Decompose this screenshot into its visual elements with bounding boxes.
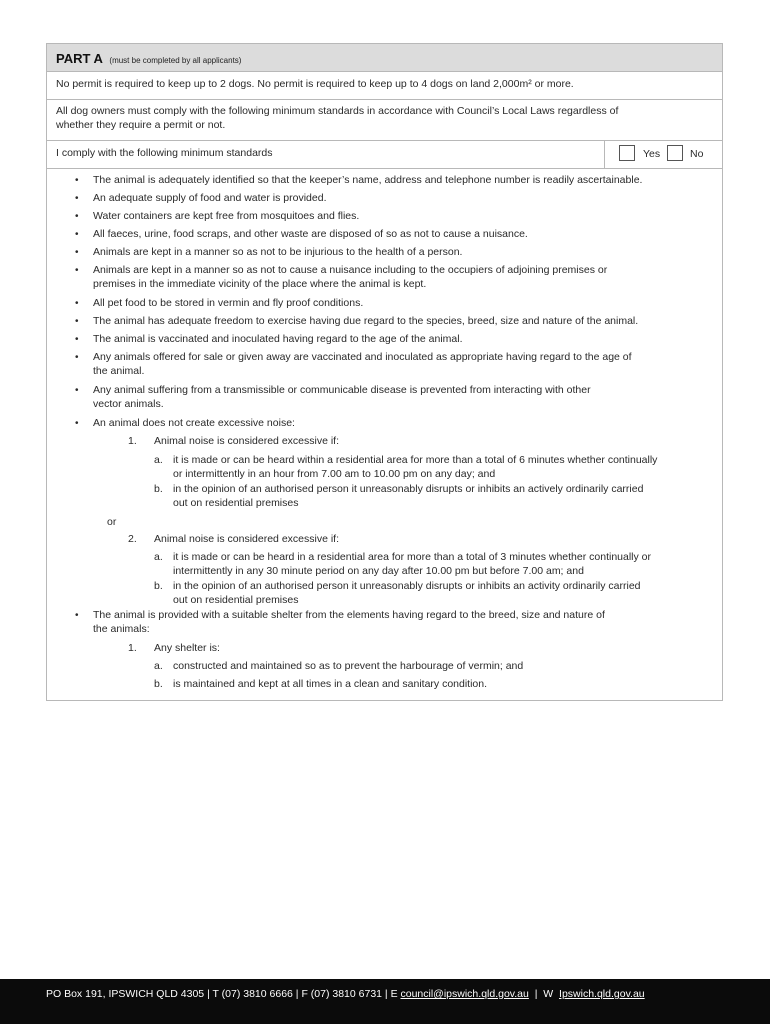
noise-sub-item-cont: out on residential premises bbox=[173, 594, 299, 606]
noise-sub-label: a. bbox=[154, 551, 163, 563]
permit-note-text: No permit is required to keep up to 2 dogs. No permit is required to keep up to 4 dogs on land 2,000m² or more. bbox=[56, 78, 574, 90]
comply-options bbox=[604, 141, 722, 168]
footer-email-link[interactable]: council@ipswich.qld.gov.au bbox=[400, 988, 529, 1000]
yes-checkbox[interactable] bbox=[619, 145, 635, 161]
bullet: • bbox=[75, 418, 79, 429]
standard-item: Any animals offered for sale or given away are vaccinated and inoculated as appropriate having regard to the age of bbox=[93, 351, 632, 363]
bullet: • bbox=[75, 610, 79, 621]
footer-contact bbox=[46, 988, 645, 1000]
standard-item-cont: premises in the immediate vicinity of the place where the animal is kept. bbox=[93, 278, 427, 290]
shelter-sub-label: a. bbox=[154, 660, 163, 672]
bullet: • bbox=[75, 316, 79, 327]
standard-item: Any animal suffering from a transmissible or communicable disease is prevented from interacting with other bbox=[93, 384, 591, 396]
shelter-number: 1. bbox=[128, 642, 137, 654]
standard-item: The animal is adequately identified so that the keeper’s name, address and telephone number is readily ascertainable. bbox=[93, 174, 643, 186]
noise-sub-item-cont: out on residential premises bbox=[173, 497, 299, 509]
no-label: No bbox=[690, 148, 704, 160]
owners-note-line1: All dog owners must comply with the following minimum standards in accordance with Council’s Local Laws regardless of bbox=[56, 105, 619, 117]
part-a-title: PART A bbox=[56, 51, 103, 66]
standard-item: The animal has adequate freedom to exercise having due regard to the species, breed, size and nature of the animal. bbox=[93, 315, 639, 327]
noise-sub-item: in the opinion of an authorised person it unreasonably disrupts or inhibits an activity ordinarily carried bbox=[173, 580, 641, 592]
part-a-header bbox=[47, 44, 722, 72]
noise-or: or bbox=[107, 516, 117, 528]
standards-list bbox=[47, 169, 722, 700]
part-a-form bbox=[46, 43, 723, 701]
bullet: • bbox=[75, 334, 79, 345]
noise-heading: Animal noise is considered excessive if: bbox=[154, 533, 340, 545]
standard-item: An animal does not create excessive noise: bbox=[93, 417, 295, 429]
shelter-heading: Any shelter is: bbox=[154, 642, 220, 654]
noise-sub-item-cont: intermittently in any 30 minute period on any day after 10.00 pm but before 7.00 am; and bbox=[173, 565, 584, 577]
noise-sub-item: in the opinion of an authorised person it unreasonably disrupts or inhibits an actively ordinarily carried bbox=[173, 483, 644, 495]
comply-label: I comply with the following minimum standards bbox=[56, 147, 273, 159]
yes-label: Yes bbox=[643, 148, 661, 160]
footer-web-prefix: | W bbox=[528, 988, 560, 1000]
noise-number: 2. bbox=[128, 533, 137, 545]
noise-sub-item-cont: or intermittently in an hour from 7.00 am to 10.00 pm on any day; and bbox=[173, 468, 496, 480]
standard-item-cont: vector animals. bbox=[93, 398, 164, 410]
no-checkbox[interactable] bbox=[667, 145, 683, 161]
bullet: • bbox=[75, 352, 79, 363]
standard-item-cont: the animal. bbox=[93, 365, 145, 377]
noise-sub-label: b. bbox=[154, 580, 163, 592]
part-a-subtitle: (must be completed by all applicants) bbox=[109, 56, 242, 65]
footer-web-link[interactable]: Ipswich.qld.gov.au bbox=[559, 988, 645, 1000]
footer-address: PO Box 191, IPSWICH QLD 4305 | T (07) 3810 6666 | F (07) 3810 6731 | E bbox=[46, 988, 401, 1000]
noise-heading: Animal noise is considered excessive if: bbox=[154, 435, 340, 447]
owners-note bbox=[47, 100, 722, 141]
comply-row bbox=[47, 141, 722, 169]
owners-note-line2: whether they require a permit or not. bbox=[56, 118, 226, 131]
noise-number: 1. bbox=[128, 435, 137, 447]
bullet: • bbox=[75, 247, 79, 258]
standard-item: The animal is vaccinated and inoculated having regard to the age of the animal. bbox=[93, 333, 463, 345]
bullet: • bbox=[75, 265, 79, 276]
noise-sub-label: a. bbox=[154, 454, 163, 466]
permit-note bbox=[47, 72, 722, 100]
bullet: • bbox=[75, 385, 79, 396]
noise-sub-label: b. bbox=[154, 483, 163, 495]
shelter-sub-item: is maintained and kept at all times in a clean and sanitary condition. bbox=[173, 678, 488, 690]
standard-item: Animals are kept in a manner so as not to cause a nuisance including to the occupiers of adjoining premises or bbox=[93, 264, 608, 276]
standard-item: The animal is provided with a suitable shelter from the elements having regard to the breed, size and nature of bbox=[93, 609, 605, 621]
standard-item: All faeces, urine, food scraps, and other waste are disposed of so as not to cause a nuisance. bbox=[93, 228, 528, 240]
standard-item-cont: the animals: bbox=[93, 623, 150, 635]
footer-bar bbox=[0, 979, 770, 1024]
bullet: • bbox=[75, 211, 79, 222]
bullet: • bbox=[75, 229, 79, 240]
bullet: • bbox=[75, 175, 79, 186]
shelter-sub-item: constructed and maintained so as to prevent the harbourage of vermin; and bbox=[173, 660, 524, 672]
noise-sub-item: it is made or can be heard within a residential area for more than a total of 6 minutes whether continually bbox=[173, 454, 658, 466]
shelter-sub-label: b. bbox=[154, 678, 163, 690]
standard-item: All pet food to be stored in vermin and fly proof conditions. bbox=[93, 297, 364, 309]
standard-item: Animals are kept in a manner so as not to be injurious to the health of a person. bbox=[93, 246, 463, 258]
bullet: • bbox=[75, 298, 79, 309]
bullet: • bbox=[75, 193, 79, 204]
standard-item: An adequate supply of food and water is provided. bbox=[93, 192, 327, 204]
noise-sub-item: it is made or can be heard in a residential area for more than a total of 3 minutes whether continually or bbox=[173, 551, 652, 563]
standard-item: Water containers are kept free from mosquitoes and flies. bbox=[93, 210, 360, 222]
